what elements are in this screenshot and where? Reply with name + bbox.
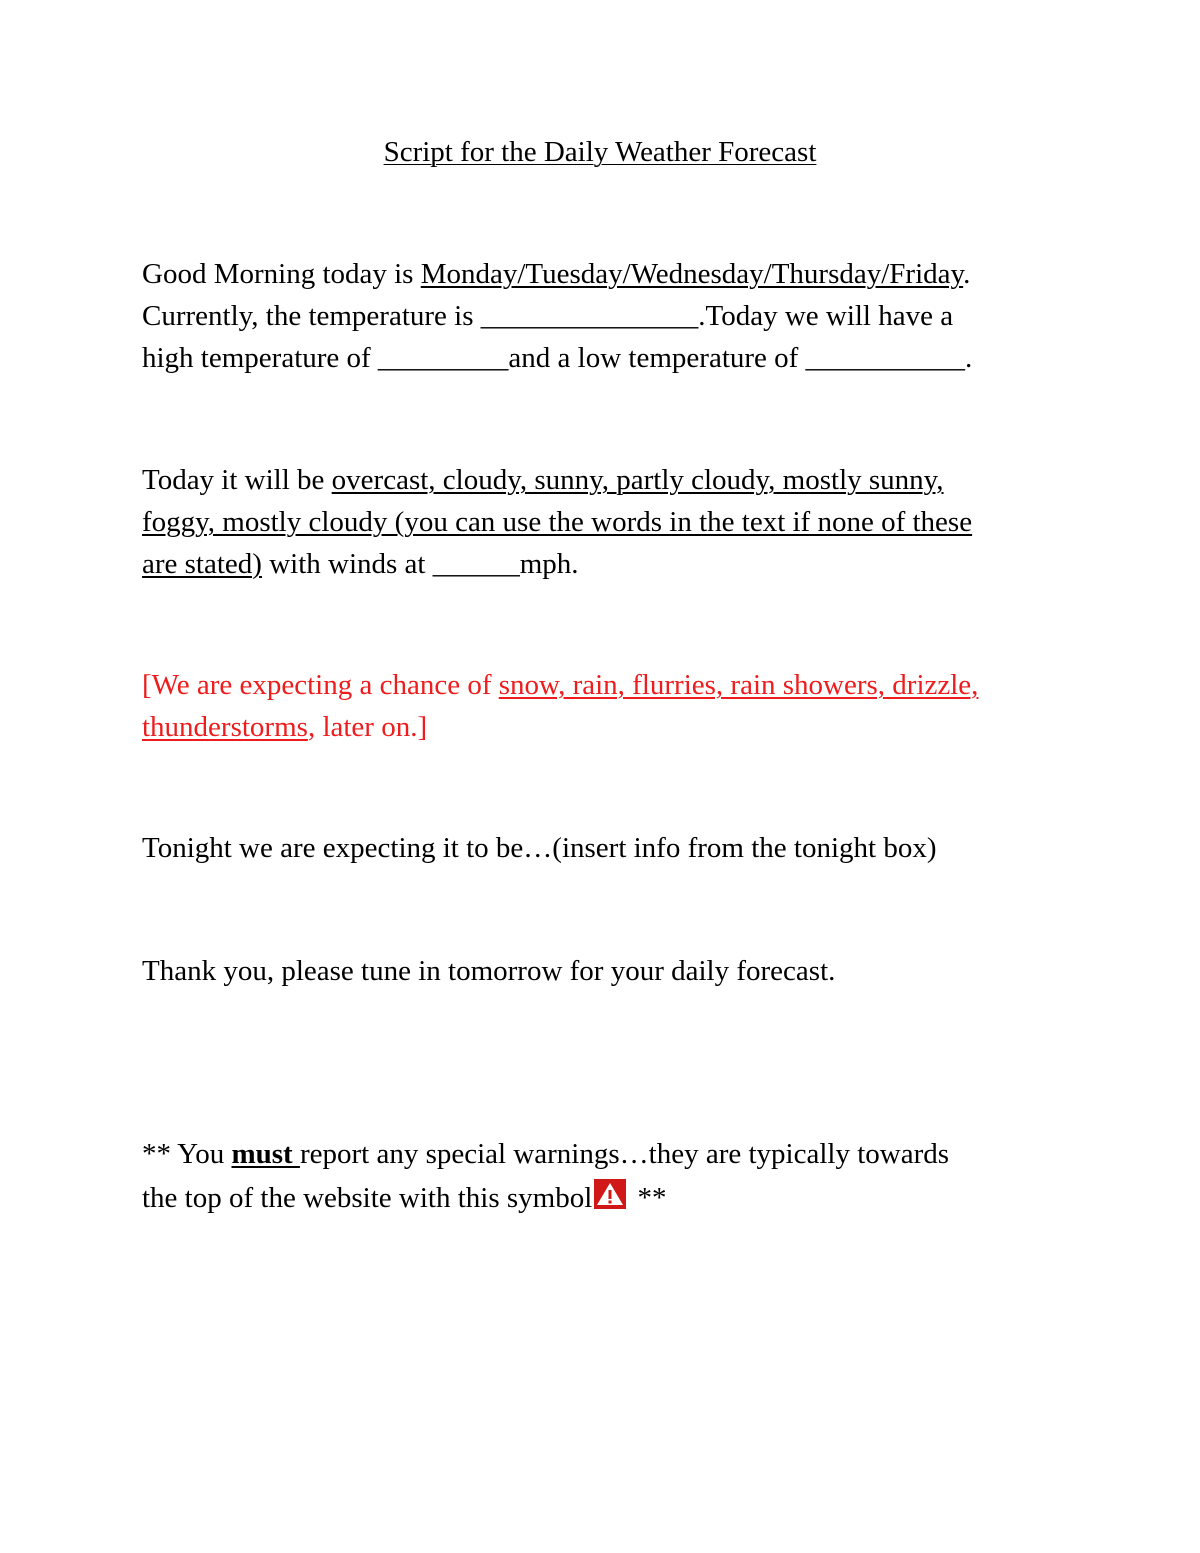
condition-options-continued: foggy, mostly cloudy (you can use the words in the text if none of these [142,506,973,538]
conditions-paragraph [142,459,1072,585]
greeting-line-1: Good Morning today is Monday/Tuesday/Wednesday/Thursday/Friday. [142,258,971,290]
precipitation-paragraph [142,664,1072,748]
closing-paragraph [142,950,1072,992]
tonight-line: Tonight we are expecting it to be…(insert info from the tonight box) [142,832,937,864]
condition-options-end: are stated) [142,548,262,580]
precipitation-options: snow, rain, flurries, rain showers, drizzle, [498,669,979,701]
current-temperature-line: Currently, the temperature is _______________.Today we will have a [142,300,954,332]
warning-note-paragraph [142,1133,1072,1221]
high-low-temperature-line: high temperature of _________and a low temperature of ___________. [142,342,973,374]
weekday-options: Monday/Tuesday/Wednesday/Thursday/Friday [420,258,964,290]
closing-line: Thank you, please tune in tomorrow for your daily forecast. [142,955,836,987]
precipitation-options-end: thunderstorms [142,711,308,743]
greeting-paragraph [142,253,1072,379]
precipitation-line-1: [We are expecting a chance of snow, rain, flurries, rain showers, drizzle, [142,669,979,701]
precipitation-line-2: thunderstorms, later on.] [142,711,428,743]
condition-options: overcast, cloudy, sunny, partly cloudy, mostly sunny, [331,464,944,496]
conditions-line-2 [142,501,1072,543]
conditions-line-3 [142,543,1072,585]
page-title: Script for the Daily Weather Forecast [383,136,817,168]
must-emphasis: must [231,1138,300,1170]
warning-note-line-2: the top of the website with this symbol ** [142,1177,1072,1221]
warning-note-line-1: ** You must report any special warnings…they are typically towards [142,1138,950,1170]
warning-triangle-icon [594,1179,626,1209]
tonight-paragraph [142,827,1072,869]
wind-speed-text: with winds at ______mph. [261,548,579,580]
conditions-line-1: Today it will be overcast, cloudy, sunny, partly cloudy, mostly sunny, [142,464,944,496]
